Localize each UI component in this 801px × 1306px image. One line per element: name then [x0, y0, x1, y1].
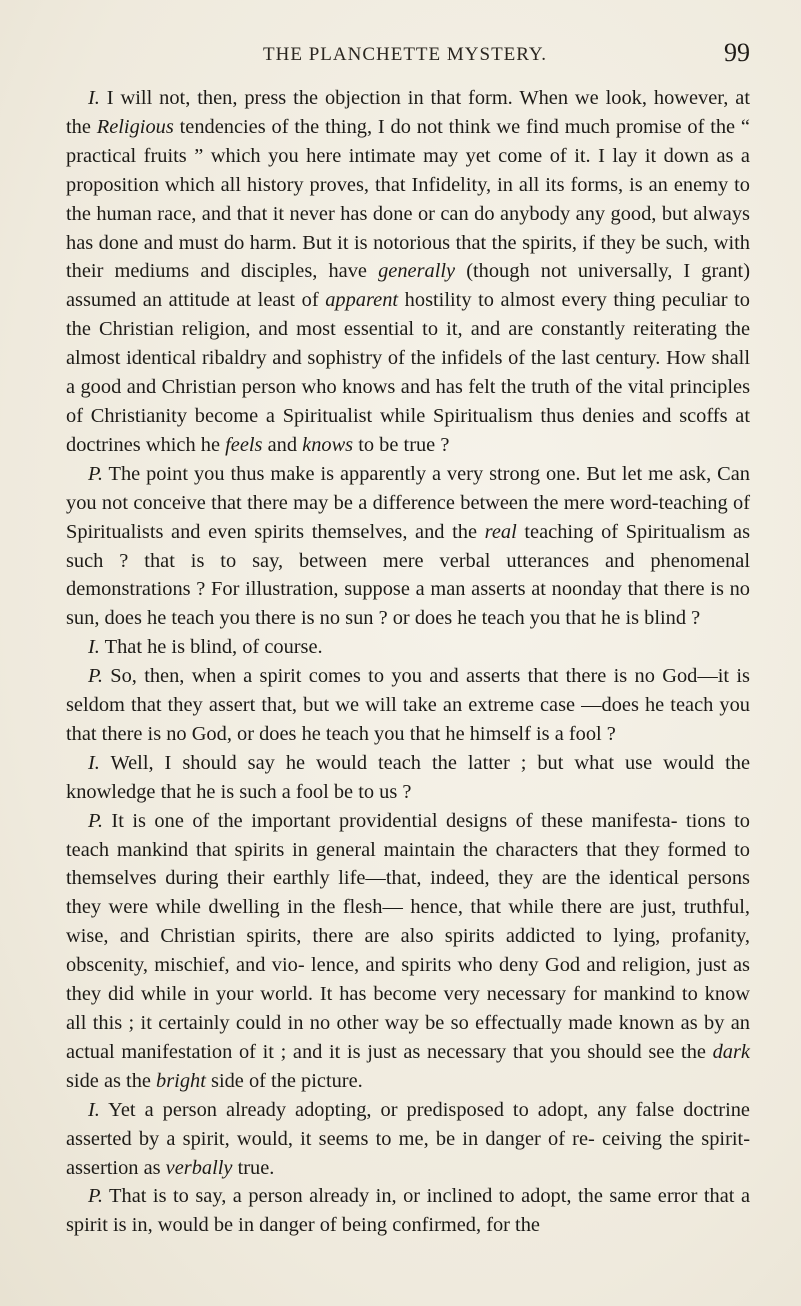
paragraph-text: I will not, then, press the objection in that form. When we look, however, at the	[66, 87, 750, 138]
paragraph-text: true.	[232, 1156, 275, 1179]
emphasized-text: verbally	[165, 1156, 233, 1179]
paragraph-text: That is to say, a person already in, or inclined to adopt, the same error that a spirit is in, would be in danger of being confirmed, for the	[66, 1185, 750, 1237]
dialogue-paragraph	[66, 662, 750, 749]
dialogue-paragraph	[66, 1182, 750, 1240]
emphasized-text: dark	[712, 1040, 750, 1063]
paragraph-text: to be true ?	[353, 433, 450, 456]
speaker-label: P.	[88, 1185, 103, 1208]
page-number: 99	[724, 38, 750, 67]
speaker-label: I.	[88, 1098, 100, 1121]
emphasized-text: generally	[378, 260, 456, 283]
speaker-label: I.	[88, 87, 100, 109]
speaker-label: P.	[88, 462, 103, 485]
body-text	[66, 84, 750, 1240]
emphasized-text: knows	[302, 433, 354, 456]
dialogue-paragraph	[66, 749, 750, 807]
speaker-label: I.	[88, 751, 100, 774]
emphasized-text: real	[484, 520, 517, 543]
speaker-label: P.	[88, 665, 103, 688]
dialogue-paragraph	[66, 460, 750, 633]
paragraph-text: Well, I should say he would teach the latter ; but what use would the knowledge that he is such a fool be to us ?	[66, 751, 750, 803]
speaker-label: P.	[88, 809, 103, 832]
paragraph-text: tendencies of the thing, I do not think we find much promise of the “ practical fruits ” which you here intimate may yet come of it. I lay it down as a proposition which all history proves, that Infidelity, in all its forms, is an enemy to the human race, and that it never has done or can do anybody any good, but always has done and must do harm. But it is notorious that the spirits, if they be such, with their mediums and disciples, have	[66, 115, 750, 283]
paragraph-text: (though not universally, I grant) assumed an attitude at least of	[66, 260, 750, 312]
paragraph-text: So, then, when a spirit comes to you and asserts that there is no God—it is seldom that they assert that, but we will take an extreme case —does he teach you that there is no God, or does he teach you that he himself is a fool ?	[66, 665, 750, 745]
dialogue-paragraph	[66, 633, 750, 662]
emphasized-text: feels	[225, 433, 263, 456]
paragraph-text: side as the	[66, 1069, 157, 1092]
page-header	[60, 38, 750, 68]
paragraph-text: Yet a person already adopting, or predisposed to adopt, any false doctrine asserted by a spirit, would, it seems to me, be in danger of re- ceiving the spirit-assertion as	[66, 1098, 750, 1179]
paragraph-text: side of the picture.	[205, 1069, 363, 1092]
running-title: THE PLANCHETTE MYSTERY.	[263, 44, 547, 65]
dialogue-paragraph	[66, 807, 750, 1096]
paragraph-text: The point you thus make is apparently a very strong one. But let me ask, Can you not conceive that there may be a difference between the mere word-teaching of Spiritualists and even spirits themselves, and the	[66, 462, 750, 543]
emphasized-text: apparent	[325, 289, 399, 312]
paragraph-text: and	[262, 433, 303, 456]
speaker-label: I.	[88, 636, 100, 659]
dialogue-paragraph	[66, 1096, 750, 1183]
paragraph-text: hostility to almost every thing peculiar to the Christian religion, and most essential to it, and are constantly reiterating the almost identical ribaldry and sophistry of the infidels of the last century. How shall a good and Christian person who knows and has felt the truth of the vital principles of Christianity become a Spiritualist while Spiritualism thus denies and scoffs at doctrines which he	[66, 289, 751, 456]
emphasized-text: bright	[156, 1069, 206, 1092]
paragraph-text: That he is blind, of course.	[99, 636, 323, 659]
dialogue-paragraph	[66, 84, 750, 460]
paragraph-text: It is one of the important providential designs of these manifesta- tions to teach mankind that spirits in general maintain the characters that they formed to themselves during their earthly life—that, indeed, they are the identical persons they were while dwelling in the flesh— hence, that while there are just, truthful, wise, and Christian spirits, there are also spirits addicted to lying, profanity, obscenity, mischief, and vio- lence, and spirits who deny God and religion, just as they did while in your world. It has become very necessary for mankind to know all this ; it certainly could in no other way be so effectually made known as by an actual manifestation of it ; and it is just as necessary that you should see the	[66, 809, 750, 1063]
emphasized-text: Religious	[96, 115, 174, 138]
paragraph-text: teaching of Spiritualism as such ? that is to say, between mere verbal utterances and phenomenal demonstrations ? For illustration, suppose a man asserts at noonday that there is no sun, does he teach you there is no sun ? or does he teach you that he is blind ?	[66, 520, 751, 630]
